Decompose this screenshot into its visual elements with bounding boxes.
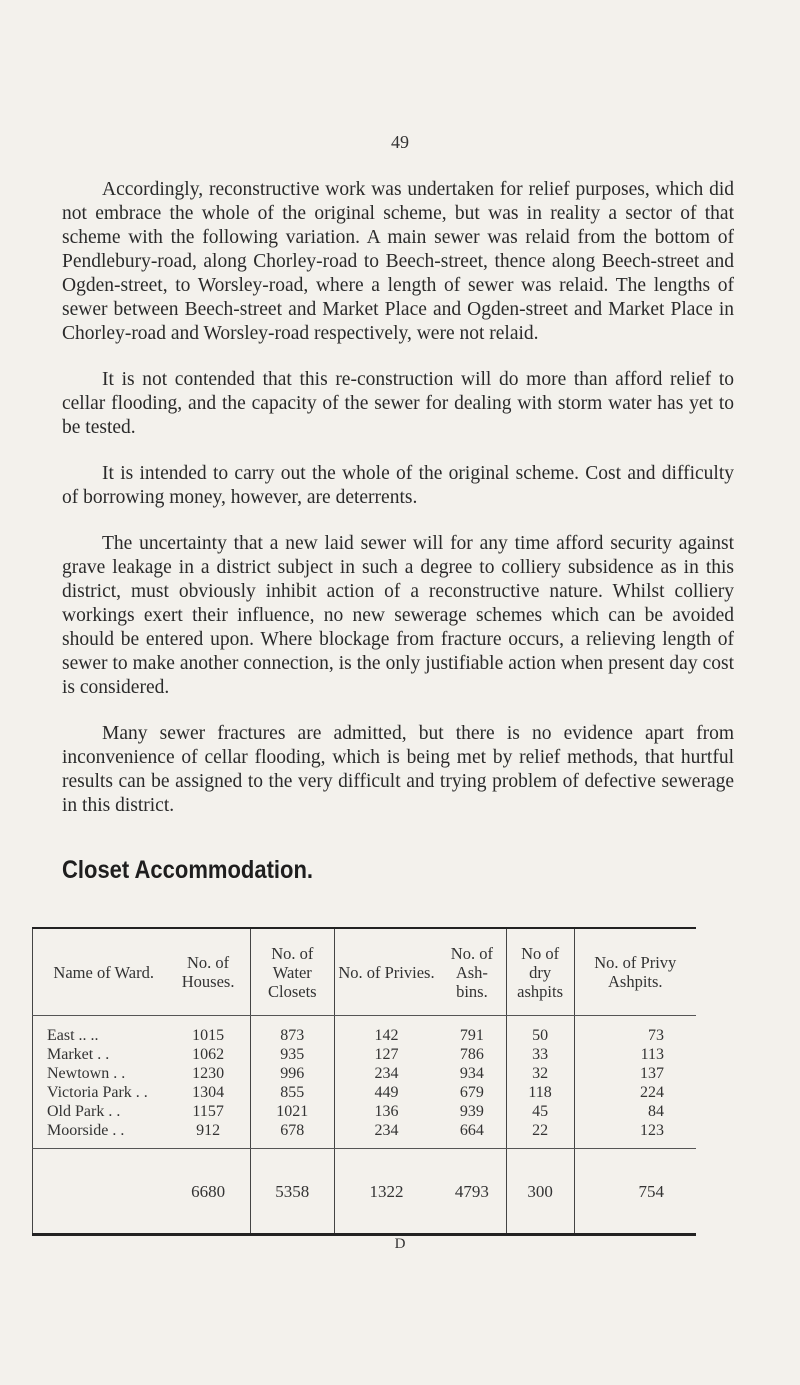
cell-water-closets: 678 [250, 1121, 334, 1149]
cell-ashbins: 934 [459, 1065, 484, 1082]
cell-privy-ashpits: 84 [574, 1102, 696, 1121]
cell-ashbins: 664 [438, 1121, 506, 1149]
cell-dry-ashpits: 50 [506, 1016, 574, 1046]
cell-privy-ashpits: 113 [574, 1045, 696, 1064]
cell-ward: Market . . [47, 1046, 110, 1063]
table-header-row [33, 928, 697, 1016]
cell-ward: East .. .. [47, 1027, 99, 1044]
cell-privies: 234 [334, 1121, 438, 1149]
cell-dry-ashpits: 32 [506, 1064, 574, 1083]
cell-ward: Victoria Park . . [47, 1084, 148, 1101]
header-ward: Name of Ward. [33, 928, 167, 1016]
cell-privy-ashpits: 137 [574, 1064, 696, 1083]
signature-mark: D [394, 1236, 406, 1252]
cell-ward: Old Park . . [47, 1103, 121, 1120]
cell-ashbins: 939 [459, 1103, 484, 1120]
cell-privies: 234 [334, 1064, 438, 1083]
cell-water-closets: 996 [250, 1064, 334, 1083]
cell-dry-ashpits: 118 [506, 1083, 574, 1102]
cell-houses: 1230 [192, 1065, 225, 1082]
paragraph: Many sewer fractures are admitted, but there is no evidence apart from inconvenience of cellar flooding, which is being met by relief methods, that hurtful results can be assigned to the very difficult and trying problem of defective sewerage in this district. [62, 723, 734, 816]
cell-ashbins: 791 [459, 1027, 484, 1044]
table-row [33, 1045, 697, 1064]
body-text [62, 178, 734, 840]
cell-privy-ashpits: 224 [574, 1083, 696, 1102]
cell-ward: Newtown . . [47, 1065, 126, 1082]
page-number: 49 [391, 132, 409, 152]
cell-houses: 1157 [192, 1103, 224, 1120]
cell-privies: 449 [334, 1083, 438, 1102]
totals-row [33, 1149, 697, 1235]
cell-ashbins: 679 [459, 1084, 484, 1101]
cell-dry-ashpits: 22 [506, 1121, 574, 1149]
cell-ward-blank [33, 1149, 167, 1235]
header-dry-ashpits: No of dry ashpits [506, 928, 574, 1016]
cell-dry-ashpits: 33 [506, 1045, 574, 1064]
cell-water-closets: 855 [250, 1083, 334, 1102]
paragraph: Accordingly, reconstructive work was undertaken for relief purposes, which did not embrace the whole of the original scheme, but was in reality a sector of that scheme with the following variation. A main sewer was relaid from the bottom of Pendlebury-road, along Chorley-road to Beech-street, thence along Beech-street and Ogden-street, to Worsley-road, where a length of sewer was relaid. The lengths of sewer between Beech-street and Market Place and Ogden-street and Market Place in Chorley-road and Worsley-road respectively, were not relaid. [62, 179, 734, 344]
header-ashbins: No. of Ash-bins. [438, 928, 506, 1016]
cell-water-closets: 873 [250, 1016, 334, 1046]
total-privies: 1322 [334, 1149, 438, 1235]
paragraph: It is intended to carry out the whole of the original scheme. Cost and difficulty of borrowing money, however, are deterrents. [62, 463, 734, 508]
cell-privy-ashpits: 73 [574, 1016, 696, 1046]
cell-houses: 1015 [192, 1027, 225, 1044]
cell-dry-ashpits: 45 [506, 1102, 574, 1121]
header-privy-ashpits: No. of Privy Ashpits. [574, 928, 696, 1016]
table-row [33, 1121, 697, 1149]
cell-water-closets: 1021 [250, 1102, 334, 1121]
table-row [33, 1016, 697, 1046]
table-row [33, 1083, 697, 1102]
paragraph: The uncertainty that a new laid sewer will for any time afford security against grave leakage in a district subject in such a degree to colliery subsidence as in this district, must obviously inhibit action of a reconstructive nature. Whilst colliery workings exert their influence, no new sewerage schemes which can be avoided should be entered upon. Where blockage from fracture occurs, a relieving length of sewer to make another connection, is the only justifiable action when present day cost is considered. [62, 533, 734, 698]
cell-privies: 142 [334, 1016, 438, 1046]
total-houses: 6680 [191, 1181, 226, 1201]
closet-accommodation-table [32, 927, 696, 1236]
paragraph: It is not contended that this re-construction will do more than afford relief to cellar flooding, and the capacity of the sewer for dealing with storm water has yet to be tested. [62, 369, 734, 438]
table-row [33, 1102, 697, 1121]
header-houses: No. of Houses. [166, 928, 250, 1016]
table-row [33, 1064, 697, 1083]
cell-ashbins: 786 [459, 1046, 484, 1063]
header-water-closets: No. of Water Closets [250, 928, 334, 1016]
cell-privies: 136 [334, 1102, 438, 1121]
cell-privy-ashpits: 123 [574, 1121, 696, 1149]
cell-houses: 1062 [192, 1046, 225, 1063]
total-ashbins: 4793 [454, 1181, 489, 1201]
section-title: Closet Accommodation. [62, 856, 313, 884]
cell-houses: 912 [166, 1121, 250, 1149]
cell-privies: 127 [334, 1045, 438, 1064]
cell-water-closets: 935 [250, 1045, 334, 1064]
header-privies: No. of Privies. [334, 928, 438, 1016]
cell-houses: 1304 [192, 1084, 225, 1101]
cell-ward: Moorside . . [33, 1121, 167, 1149]
total-water-closets: 5358 [250, 1149, 334, 1235]
total-dry-ashpits: 300 [506, 1149, 574, 1235]
total-privy-ashpits: 754 [574, 1149, 696, 1235]
